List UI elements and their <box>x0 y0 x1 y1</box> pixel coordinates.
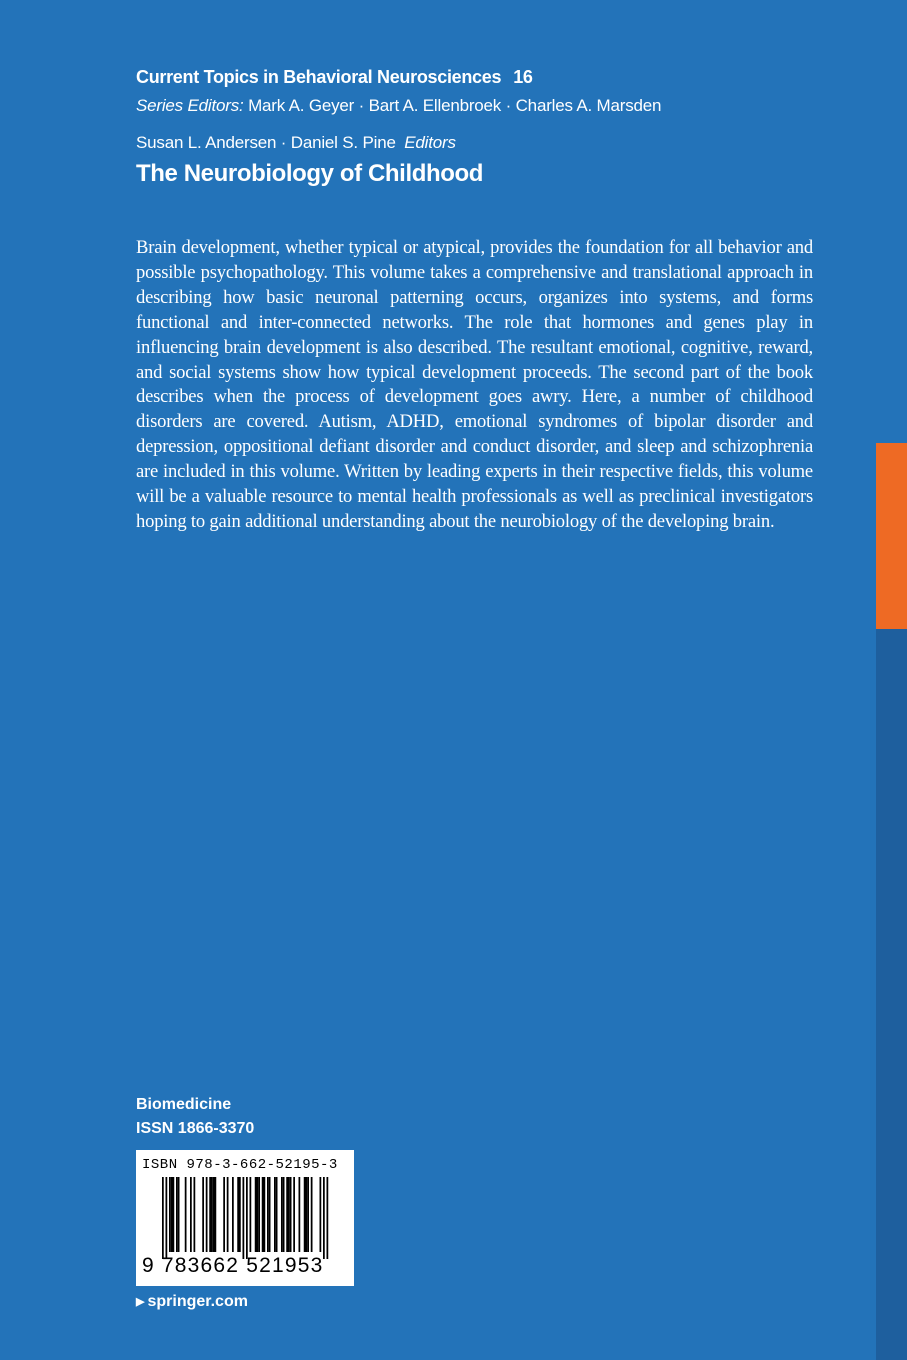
barcode-bar <box>293 1177 295 1252</box>
barcode-bar <box>213 1177 215 1252</box>
barcode-bar <box>243 1177 245 1259</box>
barcode-bar <box>286 1177 288 1252</box>
barcode-bar <box>227 1177 229 1252</box>
barcode-bar <box>306 1177 308 1252</box>
issn-number: ISSN 1866-3370 <box>136 1120 255 1137</box>
barcode-isbn: ISBN 978-3-662-52195-3 <box>142 1157 338 1173</box>
barcode-bar <box>178 1177 180 1252</box>
barcode-bar <box>311 1177 313 1252</box>
series-editors-names: Mark A. Geyer · Bart A. Ellenbroek · Charles A. Marsden <box>248 96 662 115</box>
barcode-bar <box>202 1177 204 1252</box>
barcode-bar <box>239 1177 241 1252</box>
barcode-bar <box>257 1177 259 1252</box>
barcode-bar <box>250 1177 252 1252</box>
barcode-bar <box>320 1177 322 1252</box>
barcode-bar <box>274 1177 276 1252</box>
barcode-bar <box>258 1177 260 1252</box>
barcode-bar <box>299 1177 301 1252</box>
series-volume: 16 <box>513 67 533 87</box>
series-editors-label: Series Editors: <box>136 96 244 115</box>
barcode-bar <box>223 1177 225 1252</box>
barcode-bar <box>246 1177 248 1259</box>
barcode-digits: 9 783662 521953 <box>142 1254 324 1277</box>
barcode-bar <box>194 1177 196 1252</box>
series-title <box>136 67 533 88</box>
orange-accent-stripe <box>876 443 907 629</box>
subject-category: Biomedicine <box>136 1096 232 1113</box>
barcode-bar <box>206 1177 208 1252</box>
barcode-bar <box>215 1177 217 1252</box>
barcode-bar <box>283 1177 285 1252</box>
barcode-bar <box>255 1177 257 1252</box>
barcode-bar <box>166 1177 168 1259</box>
barcode-bar <box>290 1177 292 1252</box>
barcode-bar <box>262 1177 264 1252</box>
book-title: The Neurobiology of Childhood <box>136 160 484 187</box>
barcode-bar <box>327 1177 329 1259</box>
barcode <box>136 1150 354 1286</box>
barcode-bar <box>209 1177 211 1252</box>
publisher-url: springer.com <box>147 1293 248 1310</box>
publisher-link[interactable] <box>136 1293 248 1311</box>
barcode-bar <box>185 1177 187 1252</box>
barcode-bar <box>171 1177 173 1252</box>
barcode-bar <box>269 1177 271 1252</box>
barcode-bar <box>176 1177 178 1252</box>
barcode-bar <box>307 1177 309 1252</box>
barcode-bar <box>173 1177 175 1252</box>
barcode-bar <box>162 1177 164 1259</box>
barcode-bar <box>232 1177 234 1252</box>
barcode-bar <box>267 1177 269 1252</box>
barcode-bar <box>190 1177 192 1252</box>
barcode-bar <box>169 1177 171 1252</box>
book-editors-label: Editors <box>404 133 456 152</box>
barcode-bar <box>211 1177 213 1252</box>
barcode-bar <box>281 1177 283 1252</box>
barcode-bar <box>323 1177 325 1259</box>
dark-accent-stripe <box>876 629 907 1360</box>
barcode-bar <box>276 1177 278 1252</box>
barcode-bar <box>304 1177 306 1252</box>
book-editors-names: Susan L. Andersen · Daniel S. Pine <box>136 133 396 152</box>
arrow-right-icon: ▶ <box>136 1296 145 1308</box>
book-description: Brain development, whether typical or atypical, provides the foundation for all behavior and possible psychopathology. This volume takes a comprehensive and translational approach in describing how basic neuronal patterning occurs, organizes into systems, and forms functional and inter-connected networks. The role that hormones and genes play in influencing brain development is also described. The resultant emotional, cognitive, reward, and social systems show how typical development proceeds. The second part of the book describes when the process of development goes awry. Here, a number of childhood disorders are covered. Autism, ADHD, emotional syndromes of bipolar disorder and depression, oppositional defiant disorder and conduct disorder, and sleep and schizophrenia are included in this volume. Written by leading experts in their respective fields, this volume will be a valuable resource to mental health professionals as well as preclinical investigators hoping to gain additional understanding about the neurobiology of the developing brain. <box>136 237 813 532</box>
barcode-bar <box>288 1177 290 1252</box>
book-editors <box>136 133 456 153</box>
barcode-bar <box>264 1177 266 1252</box>
series-name: Current Topics in Behavioral Neurosciences <box>136 67 502 87</box>
barcode-bar <box>237 1177 239 1252</box>
series-editors <box>136 96 661 116</box>
